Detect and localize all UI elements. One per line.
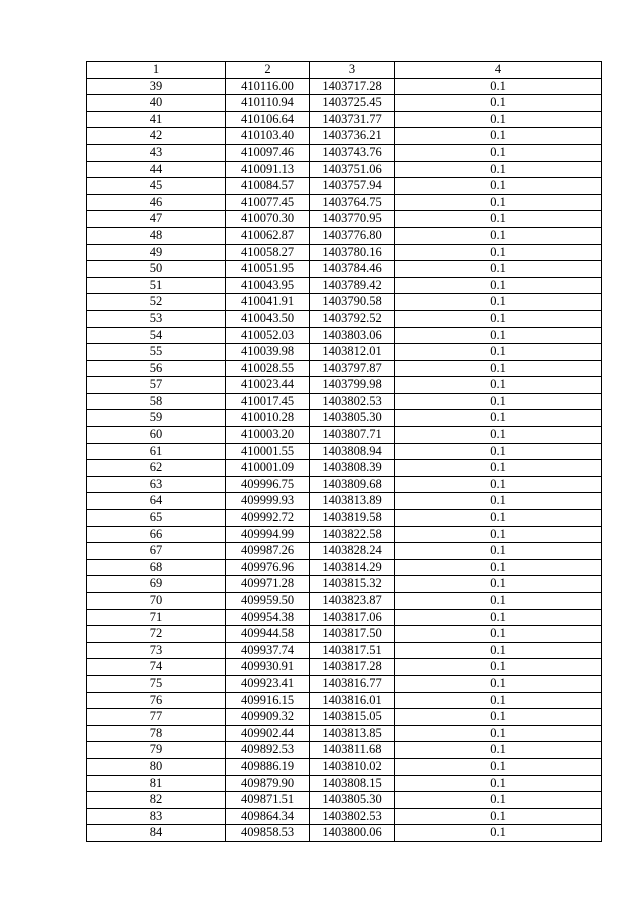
- y-coordinate-cell: 1403803.06: [310, 327, 395, 344]
- y-coordinate-cell: 1403797.87: [310, 360, 395, 377]
- point-number-cell: 52: [87, 294, 226, 311]
- table-row: [87, 792, 602, 809]
- point-number-cell: 68: [87, 559, 226, 576]
- table-row: [87, 128, 602, 145]
- table-row: [87, 758, 602, 775]
- point-number-cell: 62: [87, 460, 226, 477]
- point-number-cell: 48: [87, 227, 226, 244]
- y-coordinate-cell: 1403808.39: [310, 460, 395, 477]
- table-row: [87, 709, 602, 726]
- value-cell: 0.1: [395, 261, 602, 278]
- table-row: [87, 211, 602, 228]
- y-coordinate-cell: 1403807.71: [310, 427, 395, 444]
- value-cell: 0.1: [395, 559, 602, 576]
- column-header-2: 2: [226, 62, 310, 79]
- point-number-cell: 59: [87, 410, 226, 427]
- point-number-cell: 81: [87, 775, 226, 792]
- value-cell: 0.1: [395, 825, 602, 842]
- table-row: [87, 277, 602, 294]
- value-cell: 0.1: [395, 543, 602, 560]
- value-cell: 0.1: [395, 78, 602, 95]
- y-coordinate-cell: 1403828.24: [310, 543, 395, 560]
- value-cell: 0.1: [395, 609, 602, 626]
- x-coordinate-cell: 410010.28: [226, 410, 310, 427]
- table-row: [87, 576, 602, 593]
- value-cell: 0.1: [395, 327, 602, 344]
- value-cell: 0.1: [395, 144, 602, 161]
- y-coordinate-cell: 1403790.58: [310, 294, 395, 311]
- point-number-cell: 60: [87, 427, 226, 444]
- point-number-cell: 44: [87, 161, 226, 178]
- y-coordinate-cell: 1403802.53: [310, 393, 395, 410]
- value-cell: 0.1: [395, 310, 602, 327]
- table-row: [87, 808, 602, 825]
- x-coordinate-cell: 410041.91: [226, 294, 310, 311]
- table-row: [87, 178, 602, 195]
- x-coordinate-cell: 410052.03: [226, 327, 310, 344]
- point-number-cell: 74: [87, 659, 226, 676]
- x-coordinate-cell: 409944.58: [226, 626, 310, 643]
- x-coordinate-cell: 410091.13: [226, 161, 310, 178]
- y-coordinate-cell: 1403823.87: [310, 593, 395, 610]
- x-coordinate-cell: 409930.91: [226, 659, 310, 676]
- value-cell: 0.1: [395, 792, 602, 809]
- x-coordinate-cell: 409858.53: [226, 825, 310, 842]
- x-coordinate-cell: 409992.72: [226, 510, 310, 527]
- x-coordinate-cell: 410043.50: [226, 310, 310, 327]
- table-header: [87, 62, 602, 79]
- table-row: [87, 476, 602, 493]
- point-number-cell: 39: [87, 78, 226, 95]
- y-coordinate-cell: 1403817.51: [310, 642, 395, 659]
- y-coordinate-cell: 1403731.77: [310, 111, 395, 128]
- y-coordinate-cell: 1403757.94: [310, 178, 395, 195]
- table-row: [87, 393, 602, 410]
- x-coordinate-cell: 409987.26: [226, 543, 310, 560]
- x-coordinate-cell: 409937.74: [226, 642, 310, 659]
- x-coordinate-cell: 409892.53: [226, 742, 310, 759]
- point-number-cell: 80: [87, 758, 226, 775]
- x-coordinate-cell: 409976.96: [226, 559, 310, 576]
- value-cell: 0.1: [395, 692, 602, 709]
- table-row: [87, 261, 602, 278]
- y-coordinate-cell: 1403751.06: [310, 161, 395, 178]
- table-row: [87, 775, 602, 792]
- point-number-cell: 83: [87, 808, 226, 825]
- x-coordinate-cell: 410001.09: [226, 460, 310, 477]
- table-row: [87, 443, 602, 460]
- point-number-cell: 40: [87, 95, 226, 112]
- x-coordinate-cell: 410070.30: [226, 211, 310, 228]
- y-coordinate-cell: 1403813.85: [310, 725, 395, 742]
- value-cell: 0.1: [395, 642, 602, 659]
- y-coordinate-cell: 1403805.30: [310, 410, 395, 427]
- x-coordinate-cell: 410023.44: [226, 377, 310, 394]
- y-coordinate-cell: 1403814.29: [310, 559, 395, 576]
- value-cell: 0.1: [395, 510, 602, 527]
- table-row: [87, 410, 602, 427]
- y-coordinate-cell: 1403810.02: [310, 758, 395, 775]
- point-number-cell: 45: [87, 178, 226, 195]
- point-number-cell: 58: [87, 393, 226, 410]
- table-row: [87, 742, 602, 759]
- value-cell: 0.1: [395, 344, 602, 361]
- point-number-cell: 82: [87, 792, 226, 809]
- point-number-cell: 54: [87, 327, 226, 344]
- x-coordinate-cell: 409999.93: [226, 493, 310, 510]
- value-cell: 0.1: [395, 626, 602, 643]
- value-cell: 0.1: [395, 95, 602, 112]
- table-row: [87, 825, 602, 842]
- point-number-cell: 63: [87, 476, 226, 493]
- table-row: [87, 377, 602, 394]
- column-header-4: 4: [395, 62, 602, 79]
- value-cell: 0.1: [395, 227, 602, 244]
- value-cell: 0.1: [395, 294, 602, 311]
- value-cell: 0.1: [395, 128, 602, 145]
- y-coordinate-cell: 1403792.52: [310, 310, 395, 327]
- table-row: [87, 725, 602, 742]
- table-row: [87, 310, 602, 327]
- table-row: [87, 460, 602, 477]
- y-coordinate-cell: 1403736.21: [310, 128, 395, 145]
- point-number-cell: 71: [87, 609, 226, 626]
- y-coordinate-cell: 1403743.76: [310, 144, 395, 161]
- y-coordinate-cell: 1403725.45: [310, 95, 395, 112]
- value-cell: 0.1: [395, 758, 602, 775]
- y-coordinate-cell: 1403764.75: [310, 194, 395, 211]
- point-number-cell: 84: [87, 825, 226, 842]
- y-coordinate-cell: 1403816.01: [310, 692, 395, 709]
- y-coordinate-cell: 1403780.16: [310, 244, 395, 261]
- value-cell: 0.1: [395, 360, 602, 377]
- x-coordinate-cell: 409902.44: [226, 725, 310, 742]
- x-coordinate-cell: 410110.94: [226, 95, 310, 112]
- value-cell: 0.1: [395, 675, 602, 692]
- x-coordinate-cell: 409954.38: [226, 609, 310, 626]
- x-coordinate-cell: 410097.46: [226, 144, 310, 161]
- point-number-cell: 73: [87, 642, 226, 659]
- point-number-cell: 41: [87, 111, 226, 128]
- x-coordinate-cell: 410051.95: [226, 261, 310, 278]
- x-coordinate-cell: 409909.32: [226, 709, 310, 726]
- table-row: [87, 327, 602, 344]
- point-number-cell: 57: [87, 377, 226, 394]
- x-coordinate-cell: 410001.55: [226, 443, 310, 460]
- value-cell: 0.1: [395, 775, 602, 792]
- x-coordinate-cell: 410116.00: [226, 78, 310, 95]
- x-coordinate-cell: 409916.15: [226, 692, 310, 709]
- table-row: [87, 493, 602, 510]
- x-coordinate-cell: 409923.41: [226, 675, 310, 692]
- y-coordinate-cell: 1403812.01: [310, 344, 395, 361]
- header-row: [87, 62, 602, 79]
- value-cell: 0.1: [395, 742, 602, 759]
- value-cell: 0.1: [395, 111, 602, 128]
- table-row: [87, 294, 602, 311]
- point-number-cell: 46: [87, 194, 226, 211]
- value-cell: 0.1: [395, 211, 602, 228]
- y-coordinate-cell: 1403799.98: [310, 377, 395, 394]
- x-coordinate-cell: 410039.98: [226, 344, 310, 361]
- point-number-cell: 65: [87, 510, 226, 527]
- value-cell: 0.1: [395, 393, 602, 410]
- value-cell: 0.1: [395, 725, 602, 742]
- y-coordinate-cell: 1403811.68: [310, 742, 395, 759]
- table-row: [87, 78, 602, 95]
- x-coordinate-cell: 410058.27: [226, 244, 310, 261]
- y-coordinate-cell: 1403813.89: [310, 493, 395, 510]
- value-cell: 0.1: [395, 476, 602, 493]
- table-row: [87, 144, 602, 161]
- point-number-cell: 77: [87, 709, 226, 726]
- x-coordinate-cell: 409994.99: [226, 526, 310, 543]
- x-coordinate-cell: 410103.40: [226, 128, 310, 145]
- table-row: [87, 609, 602, 626]
- table-row: [87, 161, 602, 178]
- coordinates-table: [86, 61, 602, 842]
- table-row: [87, 559, 602, 576]
- point-number-cell: 61: [87, 443, 226, 460]
- y-coordinate-cell: 1403809.68: [310, 476, 395, 493]
- x-coordinate-cell: 409971.28: [226, 576, 310, 593]
- point-number-cell: 67: [87, 543, 226, 560]
- table-row: [87, 692, 602, 709]
- point-number-cell: 72: [87, 626, 226, 643]
- value-cell: 0.1: [395, 659, 602, 676]
- point-number-cell: 79: [87, 742, 226, 759]
- y-coordinate-cell: 1403808.94: [310, 443, 395, 460]
- point-number-cell: 70: [87, 593, 226, 610]
- value-cell: 0.1: [395, 194, 602, 211]
- table-row: [87, 360, 602, 377]
- x-coordinate-cell: 410106.64: [226, 111, 310, 128]
- x-coordinate-cell: 410084.57: [226, 178, 310, 195]
- column-header-3: 3: [310, 62, 395, 79]
- value-cell: 0.1: [395, 460, 602, 477]
- x-coordinate-cell: 410017.45: [226, 393, 310, 410]
- x-coordinate-cell: 409959.50: [226, 593, 310, 610]
- value-cell: 0.1: [395, 161, 602, 178]
- point-number-cell: 49: [87, 244, 226, 261]
- y-coordinate-cell: 1403817.50: [310, 626, 395, 643]
- y-coordinate-cell: 1403717.28: [310, 78, 395, 95]
- table-row: [87, 593, 602, 610]
- point-number-cell: 42: [87, 128, 226, 145]
- x-coordinate-cell: 409879.90: [226, 775, 310, 792]
- value-cell: 0.1: [395, 377, 602, 394]
- y-coordinate-cell: 1403776.80: [310, 227, 395, 244]
- x-coordinate-cell: 409864.34: [226, 808, 310, 825]
- point-number-cell: 64: [87, 493, 226, 510]
- y-coordinate-cell: 1403770.95: [310, 211, 395, 228]
- y-coordinate-cell: 1403805.30: [310, 792, 395, 809]
- value-cell: 0.1: [395, 808, 602, 825]
- point-number-cell: 66: [87, 526, 226, 543]
- point-number-cell: 51: [87, 277, 226, 294]
- y-coordinate-cell: 1403789.42: [310, 277, 395, 294]
- y-coordinate-cell: 1403800.06: [310, 825, 395, 842]
- value-cell: 0.1: [395, 593, 602, 610]
- point-number-cell: 69: [87, 576, 226, 593]
- point-number-cell: 78: [87, 725, 226, 742]
- y-coordinate-cell: 1403819.58: [310, 510, 395, 527]
- point-number-cell: 56: [87, 360, 226, 377]
- table-row: [87, 194, 602, 211]
- y-coordinate-cell: 1403822.58: [310, 526, 395, 543]
- table-row: [87, 642, 602, 659]
- x-coordinate-cell: 410077.45: [226, 194, 310, 211]
- x-coordinate-cell: 409871.51: [226, 792, 310, 809]
- table-row: [87, 227, 602, 244]
- value-cell: 0.1: [395, 244, 602, 261]
- y-coordinate-cell: 1403815.32: [310, 576, 395, 593]
- table-row: [87, 626, 602, 643]
- y-coordinate-cell: 1403817.06: [310, 609, 395, 626]
- point-number-cell: 47: [87, 211, 226, 228]
- point-number-cell: 53: [87, 310, 226, 327]
- table-row: [87, 427, 602, 444]
- table-row: [87, 675, 602, 692]
- point-number-cell: 50: [87, 261, 226, 278]
- value-cell: 0.1: [395, 576, 602, 593]
- y-coordinate-cell: 1403815.05: [310, 709, 395, 726]
- point-number-cell: 55: [87, 344, 226, 361]
- table-body: [87, 78, 602, 841]
- table-row: [87, 543, 602, 560]
- table-row: [87, 510, 602, 527]
- table-row: [87, 659, 602, 676]
- x-coordinate-cell: 409886.19: [226, 758, 310, 775]
- table-row: [87, 95, 602, 112]
- value-cell: 0.1: [395, 178, 602, 195]
- x-coordinate-cell: 410003.20: [226, 427, 310, 444]
- value-cell: 0.1: [395, 277, 602, 294]
- point-number-cell: 76: [87, 692, 226, 709]
- x-coordinate-cell: 410043.95: [226, 277, 310, 294]
- table-row: [87, 344, 602, 361]
- x-coordinate-cell: 410062.87: [226, 227, 310, 244]
- value-cell: 0.1: [395, 443, 602, 460]
- y-coordinate-cell: 1403817.28: [310, 659, 395, 676]
- table-row: [87, 244, 602, 261]
- table-row: [87, 111, 602, 128]
- value-cell: 0.1: [395, 410, 602, 427]
- table-row: [87, 526, 602, 543]
- y-coordinate-cell: 1403784.46: [310, 261, 395, 278]
- value-cell: 0.1: [395, 427, 602, 444]
- y-coordinate-cell: 1403808.15: [310, 775, 395, 792]
- column-header-1: 1: [87, 62, 226, 79]
- y-coordinate-cell: 1403802.53: [310, 808, 395, 825]
- x-coordinate-cell: 409996.75: [226, 476, 310, 493]
- value-cell: 0.1: [395, 493, 602, 510]
- point-number-cell: 75: [87, 675, 226, 692]
- x-coordinate-cell: 410028.55: [226, 360, 310, 377]
- point-number-cell: 43: [87, 144, 226, 161]
- y-coordinate-cell: 1403816.77: [310, 675, 395, 692]
- value-cell: 0.1: [395, 709, 602, 726]
- value-cell: 0.1: [395, 526, 602, 543]
